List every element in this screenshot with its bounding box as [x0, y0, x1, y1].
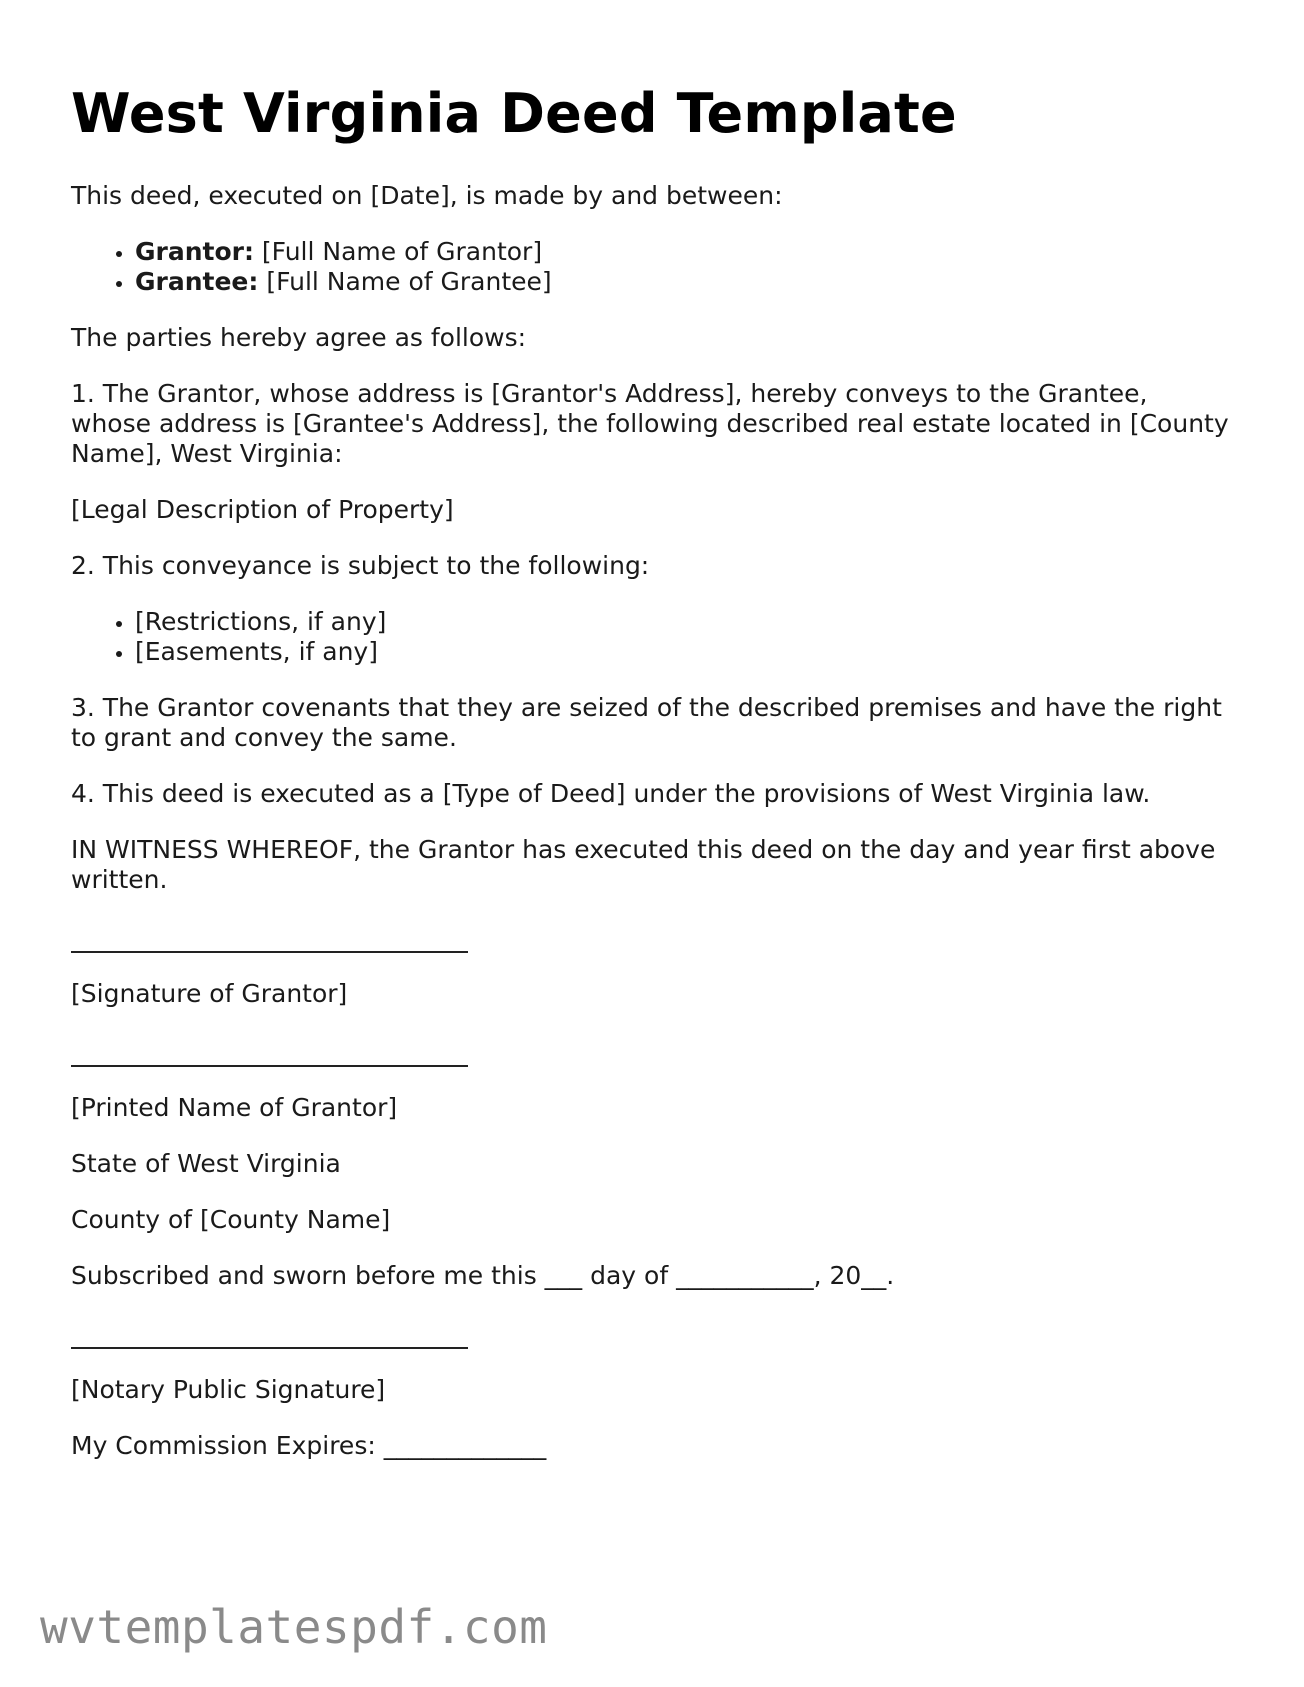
clause-1: 1. The Grantor, whose address is [Grantor's Address], hereby conveys to the Grantee, whose address is [Grantee's Address], the following described real estate located in [County Name], West Virginia:	[71, 378, 1229, 468]
signature-of-grantor: [Signature of Grantor]	[71, 978, 348, 1008]
agree-paragraph: The parties hereby agree as follows:	[71, 322, 527, 352]
grantee-value: [Full Name of Grantee]	[258, 266, 552, 296]
list-item: • [Easements, if any]	[135, 637, 1231, 667]
legal-description: [Legal Description of Property]	[71, 494, 454, 524]
witness-paragraph: IN WITNESS WHEREOF, the Grantor has executed this deed on the day and year first above written.	[71, 834, 1216, 894]
grantor-value: [Full Name of Grantor]	[253, 236, 543, 266]
clause-3: 3. The Grantor covenants that they are seized of the described premises and have the right to grant and convey the same.	[71, 692, 1222, 752]
county-line: County of [County Name]	[71, 1204, 391, 1234]
subject-to-list	[71, 607, 1231, 667]
commission-expires: My Commission Expires: _____________	[71, 1430, 547, 1460]
document-title: West Virginia Deed Template	[71, 82, 957, 145]
clause-2: 2. This conveyance is subject to the following:	[71, 550, 650, 580]
notary-signature-line	[71, 1317, 468, 1349]
grantor-signature-line	[71, 921, 468, 953]
list-item: • [Restrictions, if any]	[135, 607, 1231, 637]
intro-paragraph: This deed, executed on [Date], is made by and between:	[71, 180, 783, 210]
watermark: wvtemplatespdf.com	[40, 1600, 548, 1654]
grantor-label: Grantor:	[135, 236, 254, 266]
subscribed-line: Subscribed and sworn before me this ___ day of ___________, 20__.	[71, 1260, 895, 1290]
printed-name-of-grantor: [Printed Name of Grantor]	[71, 1092, 398, 1122]
list-item-grantor	[135, 237, 1231, 267]
state-line: State of West Virginia	[71, 1148, 341, 1178]
notary-public-signature: [Notary Public Signature]	[71, 1374, 386, 1404]
list-item-grantee	[135, 267, 1231, 297]
clause-4: 4. This deed is executed as a [Type of Deed] under the provisions of West Virginia law.	[71, 778, 1151, 808]
document-page	[71, 82, 1231, 1487]
parties-list	[71, 237, 1231, 297]
grantee-label: Grantee:	[135, 266, 259, 296]
grantor-printed-name-line	[71, 1035, 468, 1067]
